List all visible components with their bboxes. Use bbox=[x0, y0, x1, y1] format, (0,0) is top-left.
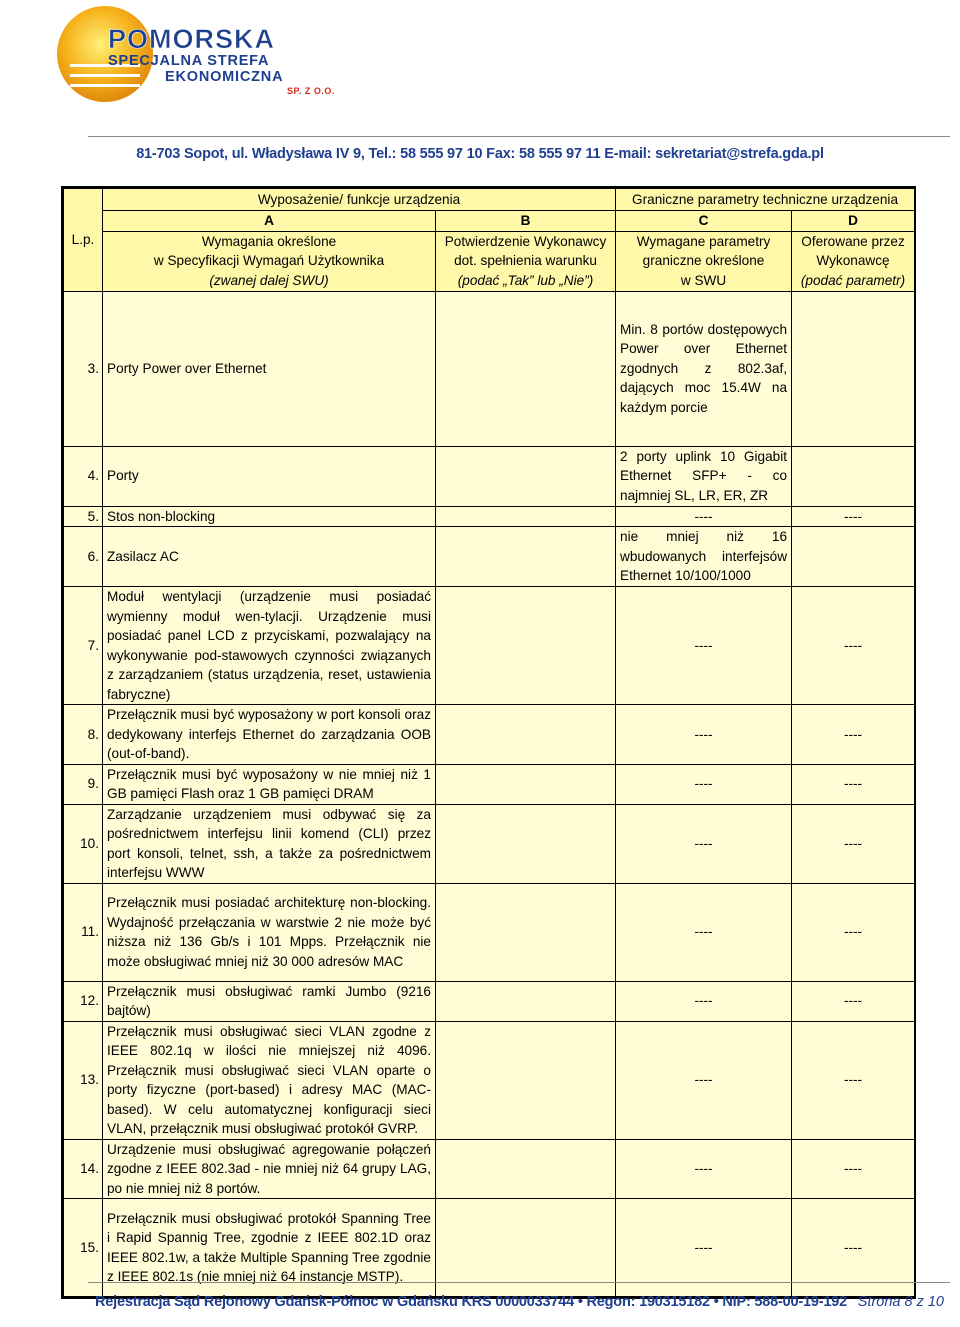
confirmation-cell bbox=[436, 883, 616, 981]
logo-line1: POMORSKA bbox=[108, 24, 276, 54]
table-row bbox=[64, 981, 915, 1021]
requirement-cell: Moduł wentylacji (urządzenie musi posiadać wymienny moduł wen-tylacji. Urządzenie musi posiadać panel LCD z przyciskami, pozwalający na wykonywanie pod-stawowych czynności związanych z zarządzaniem (status urządzenia, reset, ustawienia fabryczne) bbox=[103, 587, 436, 705]
column-header-a: Wymagania określone w Specyfikacji Wymagań Użytkownika (zwanej dalej SWU) bbox=[103, 231, 436, 291]
required-parameter-cell: ---- bbox=[616, 587, 792, 705]
table-row bbox=[64, 446, 915, 506]
column-header-d: Oferowane przez Wykonawcę (podać parametr) bbox=[792, 231, 915, 291]
confirmation-cell bbox=[436, 1139, 616, 1199]
row-number: 6. bbox=[64, 527, 103, 587]
offered-parameter-cell bbox=[792, 527, 915, 587]
offered-parameter-cell: ---- bbox=[792, 981, 915, 1021]
offered-parameter-cell: ---- bbox=[792, 705, 915, 765]
page-number: Strona 8 z 10 bbox=[857, 1294, 944, 1310]
company-address: 81-703 Sopot, ul. Władysława IV 9, Tel.: 58 555 97 10 Fax: 58 555 97 11 E-mail: sekretariat@strefa.gda.pl bbox=[136, 146, 824, 162]
confirmation-cell bbox=[436, 705, 616, 765]
requirement-cell: Przełącznik musi być wyposażony w port konsoli oraz dedykowany interfejs Ethernet do zarządzania OOB (out-of-band). bbox=[103, 705, 436, 765]
offered-parameter-cell: ---- bbox=[792, 1139, 915, 1199]
column-letter-d: D bbox=[792, 211, 915, 232]
requirement-cell: Przełącznik musi obsługiwać sieci VLAN zgodne z IEEE 802.1q w ilości nie mniejszej niż 4096. Przełącznik musi obsługiwać sieci VLAN oparte o porty fizyczne (port-based) i adresy MAC (MAC-based). W celu automatycznej konfiguracji sieci VLAN, przełącznik musi obsługiwać protokół GVRP. bbox=[103, 1021, 436, 1139]
required-parameter-cell: ---- bbox=[616, 883, 792, 981]
row-number: 4. bbox=[64, 446, 103, 506]
row-number: 7. bbox=[64, 587, 103, 705]
offered-parameter-cell: ---- bbox=[792, 587, 915, 705]
table-row bbox=[64, 527, 915, 587]
offered-parameter-cell: ---- bbox=[792, 1199, 915, 1297]
requirement-cell: Przełącznik musi obsługiwać protokół Spanning Tree i Rapid Spannig Tree, zgodnie z IEEE 802.1D oraz IEEE 802.1w, a także Multiple Spanning Tree zgodnie z IEEE 802.1s (nie mniej niż 64 instancje MSTP). bbox=[103, 1199, 436, 1297]
requirement-cell: Zasilacz AC bbox=[103, 527, 436, 587]
offered-parameter-cell: ---- bbox=[792, 1021, 915, 1139]
required-parameter-cell: ---- bbox=[616, 506, 792, 527]
table-row bbox=[64, 804, 915, 883]
footer-divider bbox=[88, 1282, 950, 1283]
table-row bbox=[64, 291, 915, 446]
logo-line3: EKONOMICZNA bbox=[165, 69, 284, 85]
logo-line4: SP. Z O.O. bbox=[287, 86, 335, 96]
confirmation-cell bbox=[436, 446, 616, 506]
table-row bbox=[64, 506, 915, 527]
required-parameter-cell: 2 porty uplink 10 Gigabit Ethernet SFP+ - co najmniej SL, LR, ER, ZR bbox=[616, 446, 792, 506]
offered-parameter-cell: ---- bbox=[792, 764, 915, 804]
header-divider bbox=[88, 136, 950, 137]
required-parameter-cell: ---- bbox=[616, 1139, 792, 1199]
row-number: 12. bbox=[64, 981, 103, 1021]
company-logo bbox=[50, 4, 360, 104]
group-header-equipment: Wyposażenie/ funkcje urządzenia bbox=[103, 189, 616, 211]
required-parameter-cell: Min. 8 portów dostępowych Power over Ethernet zgodnych z 802.3af, dających moc 15.4W na każdym porcie bbox=[616, 291, 792, 446]
confirmation-cell bbox=[436, 981, 616, 1021]
offered-parameter-cell bbox=[792, 446, 915, 506]
table-row bbox=[64, 1139, 915, 1199]
requirement-cell: Stos non-blocking bbox=[103, 506, 436, 527]
logo-line2: SPECJALNA STREFA bbox=[108, 53, 270, 69]
confirmation-cell bbox=[436, 1021, 616, 1139]
row-number: 3. bbox=[64, 291, 103, 446]
column-lp-header: L.p. bbox=[64, 189, 103, 292]
confirmation-cell bbox=[436, 587, 616, 705]
offered-parameter-cell: ---- bbox=[792, 804, 915, 883]
requirement-cell: Porty bbox=[103, 446, 436, 506]
table-row bbox=[64, 764, 915, 804]
requirement-cell: Przełącznik musi być wyposażony w nie mniej niż 1 GB pamięci Flash oraz 1 GB pamięci DRAM bbox=[103, 764, 436, 804]
confirmation-cell bbox=[436, 764, 616, 804]
row-number: 11. bbox=[64, 883, 103, 981]
row-number: 14. bbox=[64, 1139, 103, 1199]
confirmation-cell bbox=[436, 291, 616, 446]
table-row bbox=[64, 705, 915, 765]
confirmation-cell bbox=[436, 804, 616, 883]
column-header-c: Wymagane parametry graniczne określone w SWU bbox=[616, 231, 792, 291]
required-parameter-cell: nie mniej niż 16 wbudowanych interfejsów Ethernet 10/100/1000 bbox=[616, 527, 792, 587]
requirement-cell: Urządzenie musi obsługiwać agregowanie połączeń zgodne z IEEE 802.3ad - nie mniej niż 64 grupy LAG, po nie mniej niż 8 portów. bbox=[103, 1139, 436, 1199]
row-number: 5. bbox=[64, 506, 103, 527]
row-number: 8. bbox=[64, 705, 103, 765]
required-parameter-cell: ---- bbox=[616, 981, 792, 1021]
specification-table bbox=[61, 186, 916, 1299]
offered-parameter-cell: ---- bbox=[792, 883, 915, 981]
column-header-b: Potwierdzenie Wykonawcy dot. spełnienia warunku (podać „Tak” lub „Nie”) bbox=[436, 231, 616, 291]
row-number: 10. bbox=[64, 804, 103, 883]
group-header-parameters: Graniczne parametry techniczne urządzenia bbox=[616, 189, 915, 211]
column-letter-a: A bbox=[103, 211, 436, 232]
column-letter-b: B bbox=[436, 211, 616, 232]
footer-registration: Rejestracja Sąd Rejonowy Gdańsk-Północ w Gdańsku KRS 0000033744 • Regon: 190315182 • NIP: 588-00-19-192 bbox=[95, 1294, 847, 1310]
table-row bbox=[64, 587, 915, 705]
required-parameter-cell: ---- bbox=[616, 804, 792, 883]
offered-parameter-cell bbox=[792, 291, 915, 446]
required-parameter-cell: ---- bbox=[616, 764, 792, 804]
row-number: 13. bbox=[64, 1021, 103, 1139]
confirmation-cell bbox=[436, 527, 616, 587]
required-parameter-cell: ---- bbox=[616, 705, 792, 765]
required-parameter-cell: ---- bbox=[616, 1021, 792, 1139]
requirement-cell: Zarządzanie urządzeniem musi odbywać się za pośrednictwem interfejsu linii komend (CLI) przez port konsoli, telnet, ssh, a także za pośrednictwem interfejsu WWW bbox=[103, 804, 436, 883]
row-number: 9. bbox=[64, 764, 103, 804]
table-row bbox=[64, 883, 915, 981]
requirement-cell: Przełącznik musi obsługiwać ramki Jumbo (9216 bajtów) bbox=[103, 981, 436, 1021]
required-parameter-cell: ---- bbox=[616, 1199, 792, 1297]
row-number: 15. bbox=[64, 1199, 103, 1297]
requirement-cell: Przełącznik musi posiadać architekturę non-blocking. Wydajność przełączania w warstwie 2 nie może być niższa niż 136 Gb/s i 101 Mpps. Przełącznik nie może obsługiwać mniej niż 30 000 adresów MAC bbox=[103, 883, 436, 981]
confirmation-cell bbox=[436, 506, 616, 527]
column-letter-c: C bbox=[616, 211, 792, 232]
table-row bbox=[64, 1021, 915, 1139]
offered-parameter-cell: ---- bbox=[792, 506, 915, 527]
requirement-cell: Porty Power over Ethernet bbox=[103, 291, 436, 446]
